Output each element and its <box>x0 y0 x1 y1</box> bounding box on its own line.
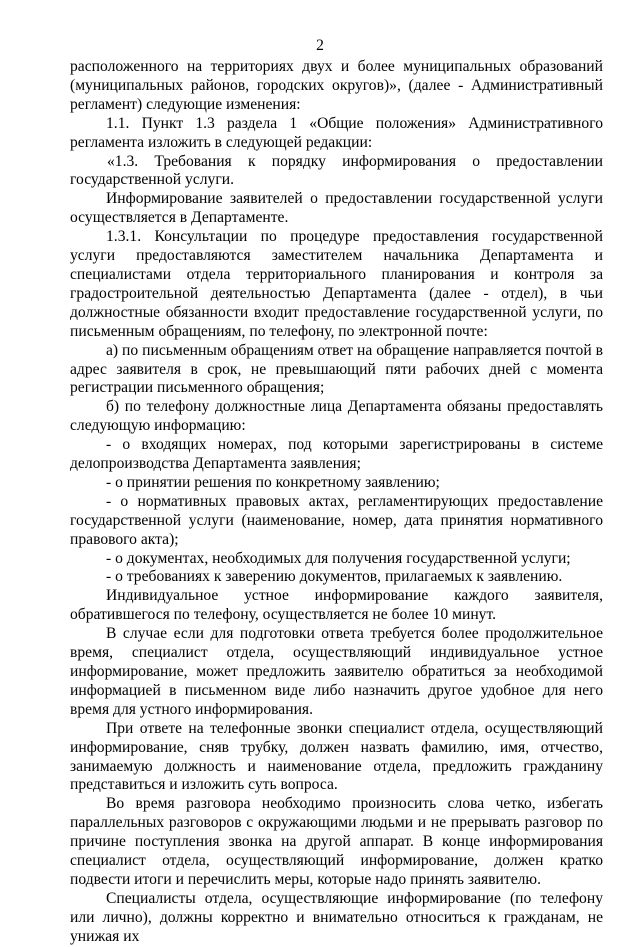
paragraph: Специалисты отдела, осуществляющие информирование (по телефону или лично), должны корректно и внимательно относиться к гражданам, не унижая их <box>70 889 603 945</box>
list-item: - о документах, необходимых для получения государственной услуги; <box>106 549 571 567</box>
page-number: 2 <box>316 37 324 54</box>
paragraph: При ответе на телефонные звонки специалист отдела, осуществляющий информирование, сняв трубку, должен назвать фамилию, имя, отчество, занимаемую должность и наименование отдела, предложить гражданину представиться и изложить суть вопроса. <box>70 719 603 794</box>
paragraph: б) по телефону должностные лица Департамента обязаны предоставлять следующую информацию: <box>70 398 603 435</box>
paragraph: «1.3. Требования к порядку информирования о предоставлении государственной услуги. <box>70 152 603 189</box>
list-item: - о нормативных правовых актах, регламентирующих предоставление государственной услуги (наименование, номер, дата принятия нормативного правового акта); <box>70 492 603 548</box>
list-item: - о требованиях к заверению документов, прилагаемых к заявлению. <box>106 568 563 586</box>
list-item: - о входящих номерах, под которыми зарегистрированы в системе делопроизводства Департамента заявления; <box>70 436 603 473</box>
paragraph: 1.3.1. Консультации по процедуре предоставления государственной услуги предоставляются заместителем начальника Департамента и специалистами отдела территориального планирования и контроля за градостроительной деятельностью Департамента (далее - отдел), в чьи должностные обязанности входит предоставление государственной услуги, по письменным обращениям, по телефону, по электронной почте: <box>70 228 603 340</box>
paragraph: а) по письменным обращениям ответ на обращение направляется почтой в адрес заявителя в срок, не превышающий пяти рабочих дней с момента регистрации письменного обращения; <box>70 341 603 397</box>
paragraph: Индивидуальное устное информирование каждого заявителя, обратившегося по телефону, осуществляется не более 10 минут. <box>70 587 603 624</box>
list-item: - о принятии решения по конкретному заявлению; <box>106 473 440 491</box>
paragraph: Во время разговора необходимо произносить слова четко, избегать параллельных разговоров с окружающими людьми и не прерывать разговор по причине поступления звонка на другой аппарат. В конце информирования специалист отдела, осуществляющий информирование, должен кратко подвести итоги и перечислить меры, которые надо принять заявителю. <box>70 795 603 888</box>
paragraph: расположенного на территориях двух и более муниципальных образований (муниципальных районов, городских округов)», (далее - Административный регламент) следующие изменения: <box>70 58 603 113</box>
paragraph: Информирование заявителей о предоставлении государственной услуги осуществляется в Департаменте. <box>70 190 603 227</box>
paragraph: 1.1. Пункт 1.3 раздела 1 «Общие положения» Административного регламента изложить в следующей редакции: <box>70 114 603 151</box>
document-body <box>70 58 603 947</box>
paragraph: В случае если для подготовки ответа требуется более продолжительное время, специалист отдела, осуществляющий индивидуальное устное информирование, может предложить заявителю обратиться за необходимой информацией в письменном виде либо назначить другое удобное для него время для устного информирования. <box>70 625 603 718</box>
